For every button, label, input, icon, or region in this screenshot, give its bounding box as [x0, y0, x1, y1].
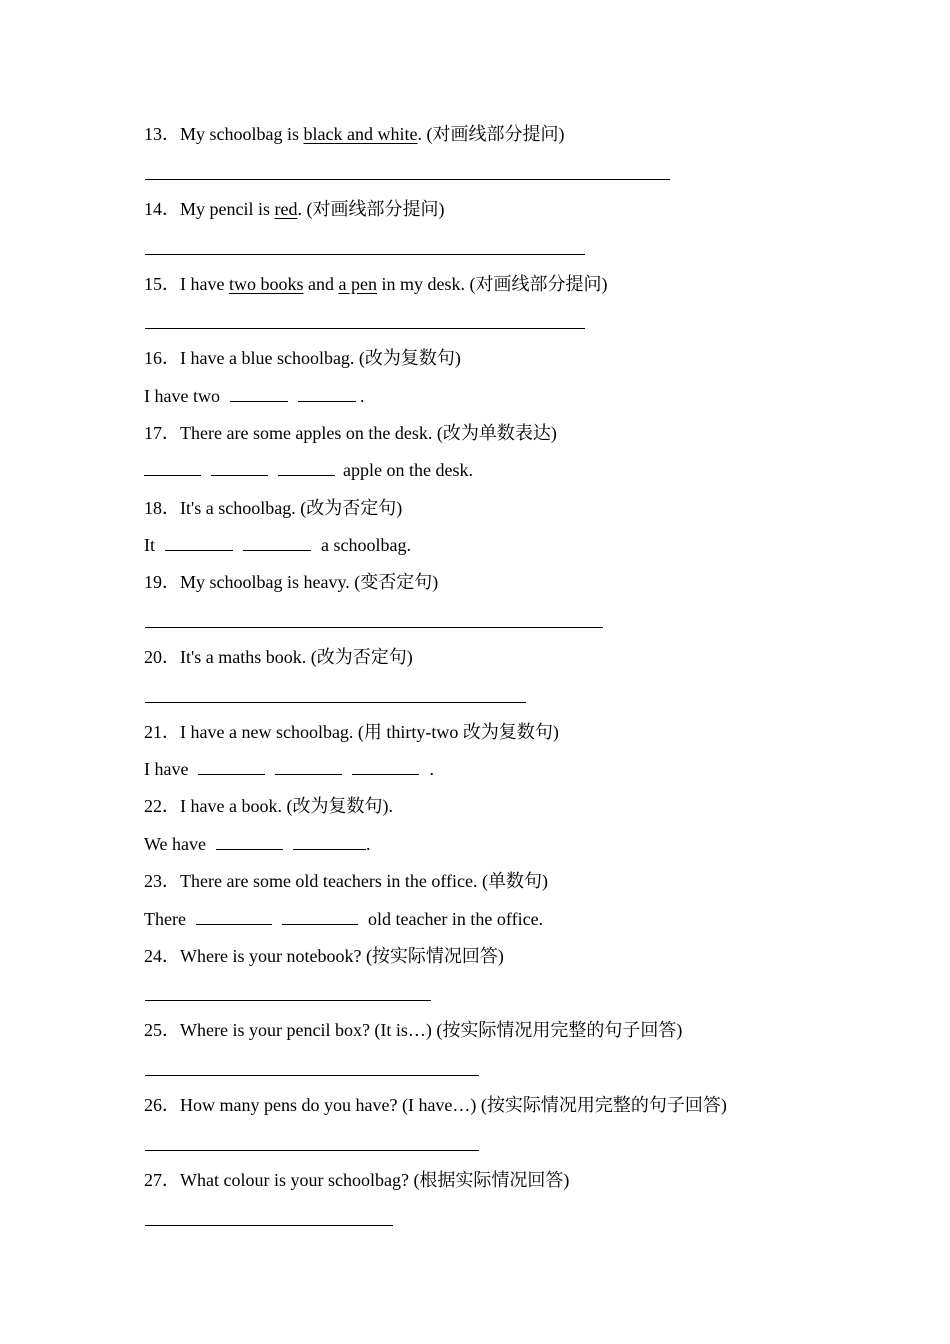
question-text: It's a schoolbag. (改为否定句): [180, 498, 403, 518]
question-number: 23．: [144, 871, 180, 891]
answer-blank[interactable]: [165, 549, 233, 551]
answer-row-22: [144, 832, 371, 856]
question-13: [144, 122, 564, 146]
question-text: There are some apples on the desk. (改为单数表达): [180, 423, 557, 443]
answer-suffix: apple on the desk.: [343, 460, 473, 480]
question-number: 24．: [144, 946, 180, 966]
answer-prefix: There: [144, 909, 186, 929]
answer-blank[interactable]: [243, 549, 311, 551]
question-20: [144, 645, 413, 669]
question-text: How many pens do you have? (I have…) (按实际情况用完整的句子回答): [180, 1095, 727, 1115]
answer-suffix: old teacher in the office.: [367, 909, 544, 929]
answer-line-20[interactable]: [145, 702, 526, 703]
answer-blank[interactable]: [278, 474, 335, 476]
question-text: I have a new schoolbag. (用 thirty-two 改为复数句): [180, 722, 559, 742]
question-text: and: [303, 274, 339, 294]
question-instruction: in my desk. (对画线部分提问): [376, 274, 608, 294]
question-text: My schoolbag is heavy. (变否定句): [180, 572, 439, 592]
answer-prefix: I have: [144, 759, 189, 779]
question-23: [144, 869, 548, 893]
answer-blank[interactable]: [198, 773, 265, 775]
question-26: [144, 1093, 727, 1117]
answer-blank[interactable]: [196, 923, 272, 925]
question-text: My pencil is: [180, 199, 275, 219]
question-text: There are some old teachers in the office. (单数句): [180, 871, 549, 891]
question-24: [144, 944, 504, 968]
question-text: Where is your notebook? (按实际情况回答): [180, 946, 504, 966]
question-instruction: . (对画线部分提问): [297, 199, 445, 219]
question-number: 17．: [144, 423, 180, 443]
answer-line-15[interactable]: [145, 328, 585, 329]
answer-blank[interactable]: [282, 923, 358, 925]
answer-line-24[interactable]: [145, 1000, 431, 1001]
answer-prefix: It: [144, 535, 155, 555]
answer-row-21: [144, 757, 434, 781]
question-instruction: . (对画线部分提问): [417, 124, 565, 144]
question-19: [144, 570, 438, 594]
answer-row-23: [144, 907, 543, 931]
question-27: [144, 1168, 569, 1192]
question-text: I have a blue schoolbag. (改为复数句): [180, 348, 461, 368]
question-18: [144, 496, 402, 520]
answer-suffix: .: [366, 834, 371, 854]
answer-suffix: .: [359, 386, 365, 406]
answer-blank[interactable]: [230, 400, 288, 402]
answer-line-14[interactable]: [145, 254, 585, 255]
question-number: 19．: [144, 572, 180, 592]
answer-line-13[interactable]: [145, 179, 670, 180]
question-text: I have a book. (改为复数句).: [180, 796, 393, 816]
question-number: 20．: [144, 647, 180, 667]
underlined-phrase: black and white: [303, 124, 418, 144]
question-number: 15．: [144, 274, 180, 294]
answer-blank[interactable]: [352, 773, 419, 775]
answer-line-27[interactable]: [145, 1225, 393, 1226]
underlined-phrase: red: [274, 199, 298, 219]
question-number: 26．: [144, 1095, 180, 1115]
answer-line-25[interactable]: [145, 1075, 479, 1076]
question-16: [144, 346, 461, 370]
answer-row-16: [144, 384, 364, 408]
question-number: 14．: [144, 199, 180, 219]
question-text: It's a maths book. (改为否定句): [180, 647, 413, 667]
answer-prefix: I have two: [144, 386, 220, 406]
question-text: Where is your pencil box? (It is…) (按实际情况用完整的句子回答): [180, 1020, 683, 1040]
answer-blank[interactable]: [275, 773, 342, 775]
answer-blank[interactable]: [144, 474, 201, 476]
answer-prefix: We have: [144, 834, 207, 854]
answer-blank[interactable]: [216, 848, 283, 850]
question-number: 21．: [144, 722, 180, 742]
question-22: [144, 794, 393, 818]
answer-blank[interactable]: [211, 474, 268, 476]
question-number: 27．: [144, 1170, 180, 1190]
question-number: 13．: [144, 124, 180, 144]
answer-blank[interactable]: [298, 400, 356, 402]
question-15: [144, 272, 607, 296]
question-number: 22．: [144, 796, 180, 816]
question-21: [144, 720, 559, 744]
answer-row-17: [144, 458, 473, 482]
question-text: What colour is your schoolbag? (根据实际情况回答): [180, 1170, 570, 1190]
answer-suffix: .: [429, 759, 434, 779]
answer-row-18: [144, 533, 411, 557]
answer-suffix: a schoolbag.: [321, 535, 411, 555]
question-number: 18．: [144, 498, 180, 518]
question-text: My schoolbag is: [180, 124, 304, 144]
question-14: [144, 197, 444, 221]
underlined-phrase: two books: [228, 274, 304, 294]
underlined-phrase: a pen: [338, 274, 377, 294]
question-number: 16．: [144, 348, 180, 368]
question-25: [144, 1018, 682, 1042]
question-text: I have: [180, 274, 229, 294]
answer-blank[interactable]: [293, 848, 366, 850]
question-number: 25．: [144, 1020, 180, 1040]
answer-line-26[interactable]: [145, 1150, 479, 1151]
answer-line-19[interactable]: [145, 627, 603, 628]
question-17: [144, 421, 557, 445]
